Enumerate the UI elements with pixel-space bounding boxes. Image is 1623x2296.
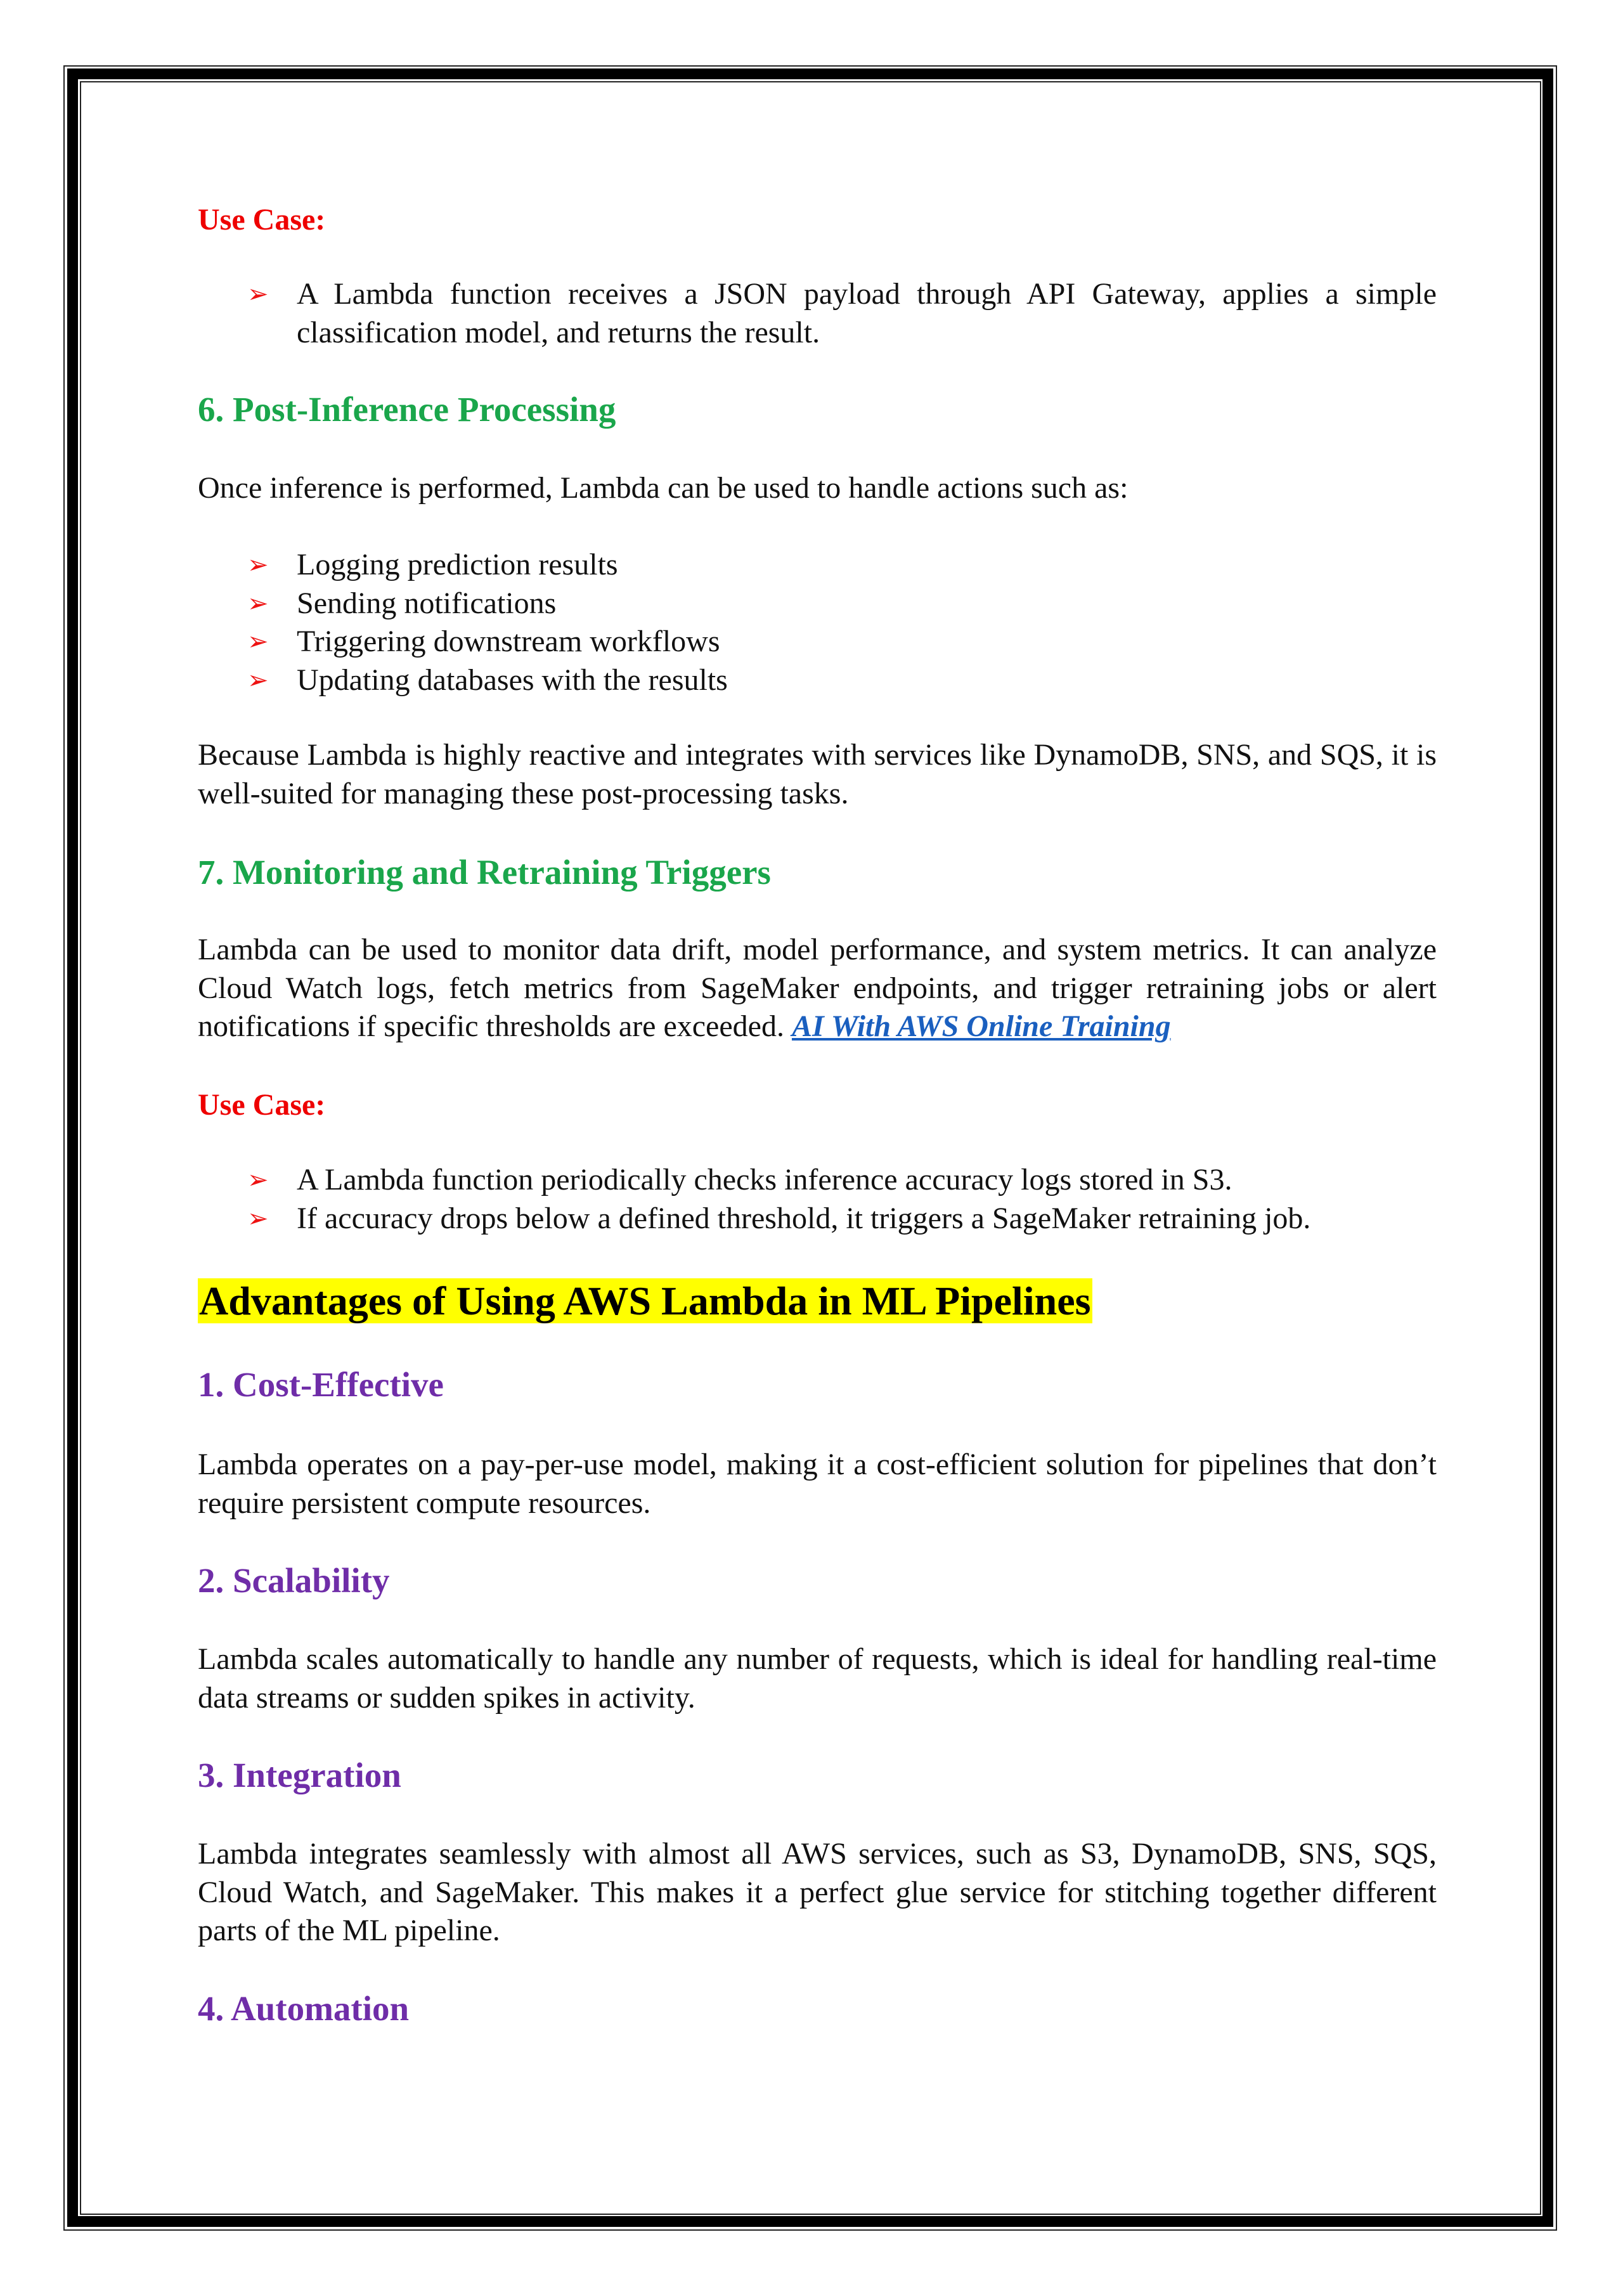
paragraph: Lambda can be used to monitor data drift, model performance, and system metrics. It can analyze Cloud Watch logs, fetch metrics from SageMaker endpoints, and trigger retraining jobs or alert notifications if specific thresholds are exceeded. AI With AWS Online Training bbox=[198, 933, 1437, 1043]
main-heading bbox=[198, 1277, 1437, 1325]
arrow-bullet-icon: ➢ bbox=[247, 627, 269, 656]
arrow-bullet-icon: ➢ bbox=[247, 1165, 269, 1194]
paragraph: Because Lambda is highly reactive and integrates with services like DynamoDB, SNS, and SQS, it is well-suited for managing these post-processing tasks. bbox=[198, 738, 1437, 810]
subheading: 3. Integration bbox=[198, 1756, 401, 1794]
arrow-bullet-icon: ➢ bbox=[247, 550, 269, 579]
paragraph: Once inference is performed, Lambda can be used to handle actions such as: bbox=[198, 471, 1128, 505]
use-case-label: Use Case: bbox=[198, 203, 326, 237]
paragraph: Lambda integrates seamlessly with almost all AWS services, such as S3, DynamoDB, SNS, SQS, Cloud Watch, and SageMaker. This makes it a perfect glue service for stitching together different parts of the ML pipeline. bbox=[198, 1837, 1437, 1947]
use-case-list bbox=[198, 275, 1437, 352]
section-heading: 6. Post-Inference Processing bbox=[198, 390, 616, 429]
arrow-bullet-icon: ➢ bbox=[247, 1203, 269, 1233]
list-item: ➢ Triggering downstream workflows bbox=[198, 623, 1437, 661]
list-item: ➢ A Lambda function receives a JSON payload through API Gateway, applies a simple classification model, and returns the result. bbox=[198, 275, 1437, 352]
paragraph: Lambda scales automatically to handle any number of requests, which is ideal for handling real-time data streams or sudden spikes in activity. bbox=[198, 1642, 1437, 1715]
subheading: 2. Scalability bbox=[198, 1561, 390, 1600]
highlighted-heading: Advantages of Using AWS Lambda in ML Pipelines bbox=[199, 1278, 1091, 1323]
subheading: 4. Automation bbox=[198, 1989, 410, 2028]
subheading: 1. Cost-Effective bbox=[198, 1365, 444, 1404]
arrow-bullet-icon: ➢ bbox=[247, 588, 269, 618]
actions-list bbox=[198, 546, 1437, 699]
list-item: ➢ A Lambda function periodically checks inference accuracy logs stored in S3. bbox=[198, 1161, 1437, 1200]
use-case-label: Use Case: bbox=[198, 1088, 326, 1122]
list-item: ➢ Sending notifications bbox=[198, 585, 1437, 623]
paragraph: Lambda operates on a pay-per-use model, making it a cost-efficient solution for pipelines that don’t require persistent compute resources. bbox=[198, 1448, 1437, 1520]
arrow-bullet-icon: ➢ bbox=[247, 280, 269, 308]
training-link[interactable]: AI With AWS Online Training bbox=[791, 1009, 1171, 1043]
arrow-bullet-icon: ➢ bbox=[247, 665, 269, 694]
section-heading: 7. Monitoring and Retraining Triggers bbox=[198, 853, 771, 892]
list-item: ➢ Logging prediction results bbox=[198, 546, 1437, 585]
list-item: ➢ Updating databases with the results bbox=[198, 661, 1437, 700]
use-case-list bbox=[198, 1161, 1437, 1238]
list-item: ➢ If accuracy drops below a defined threshold, it triggers a SageMaker retraining job. bbox=[198, 1200, 1437, 1238]
